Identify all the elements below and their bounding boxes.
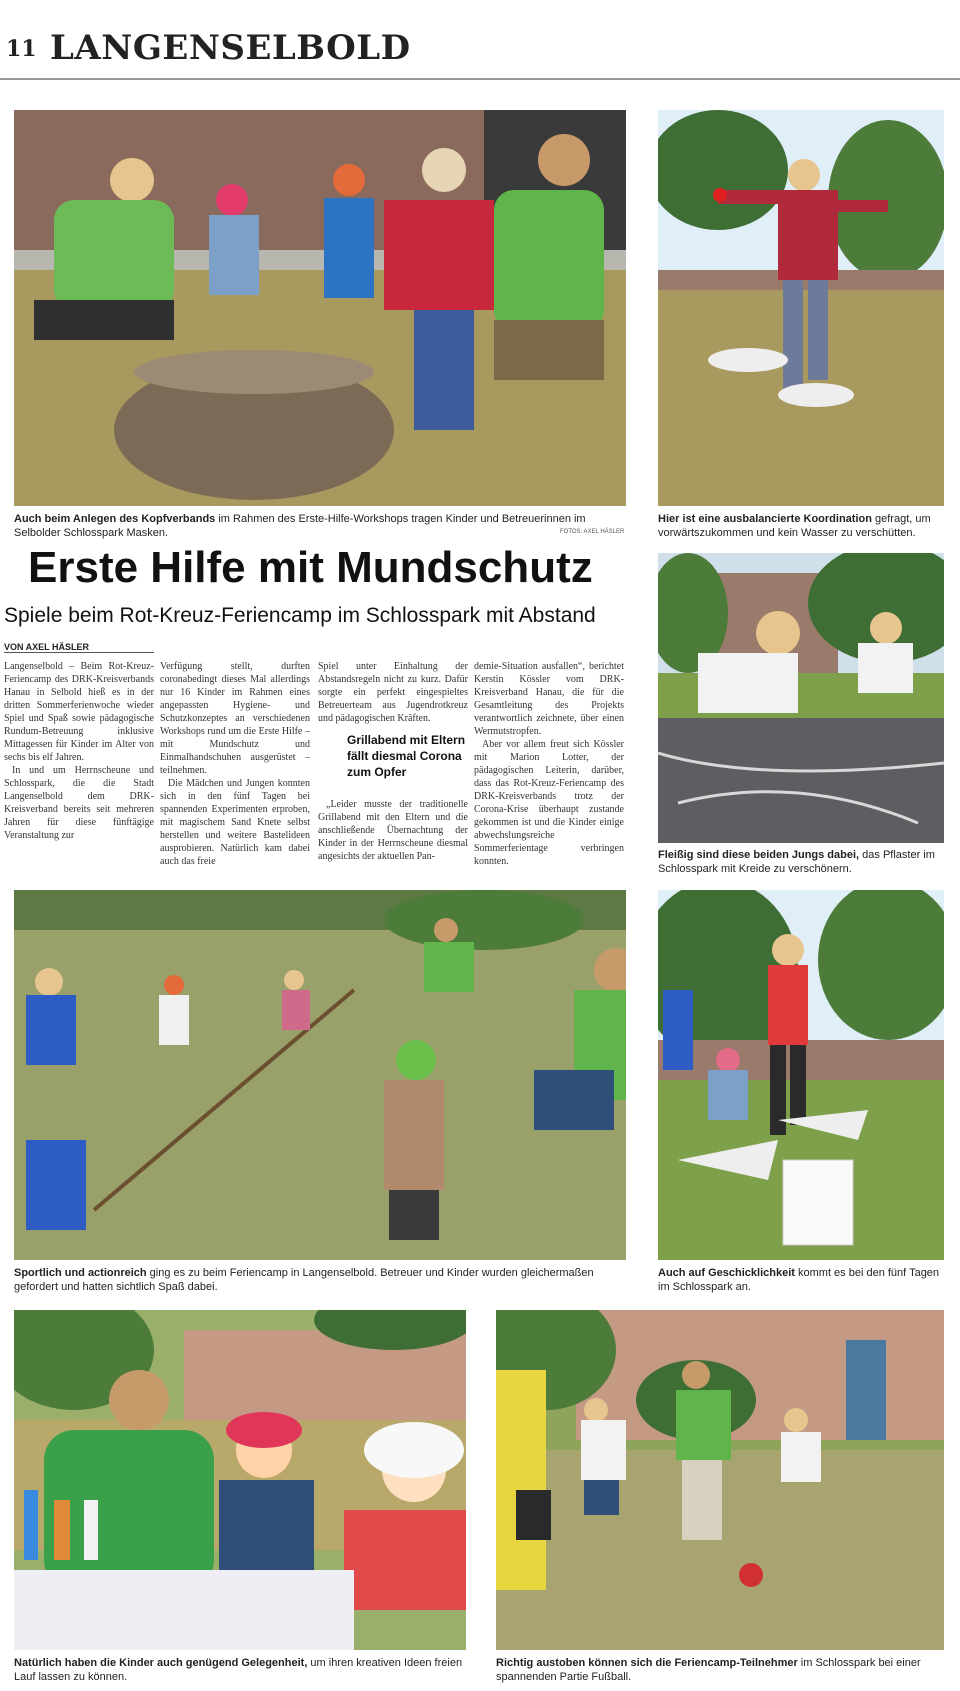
photo-caption: Hier ist eine ausbalancierte Koordination gefragt, um vorwärtszukommen und kein Wasser zu verschütten. <box>658 513 931 539</box>
article-headline: Erste Hilfe mit Mundschutz <box>28 543 593 592</box>
photo-balance-game <box>658 110 944 506</box>
article-column-1: Langenselbold – Beim Rot-Kreuz-Feriencamp des DRK-Kreisverbands Hanau in Selbold hieß es in der dritten Sommerferienwoche wieder Spiel und Spaß sowie pädagogische Rundum-Betreuung inklusive Mittagessen für Kinder im Alter von sechs bis elf Jahren. In und um Herrnscheune und Schlosspark, die die Stadt Langenselbold dem DRK-Kreisverband bereits seit mehreren Jahren für diese fünftägige Veranstaltung zur <box>4 661 154 841</box>
photo-caption: Natürlich haben die Kinder auch genügend Gelegenheit, um ihren kreativen Ideen freien Lauf lassen zu können. <box>14 1657 463 1683</box>
photo-caption: Fleißig sind diese beiden Jungs dabei, das Pflaster im Schlosspark mit Kreide zu verschönern. <box>658 849 935 875</box>
section-title: LANGENSELBOLD <box>50 28 411 68</box>
photo-credit: FOTOS: AXEL HÄSLER <box>560 529 625 535</box>
photo-first-aid-workshop <box>14 110 626 506</box>
article-column-3-continued: „Leider musste der traditionelle Grillabend mit den Eltern und die anschließende Übernachtung der Kinder in der Herrnscheune diesmal angesichts der aktuellen Pan- <box>318 799 468 862</box>
photo-skill-game <box>658 890 944 1260</box>
byline: VON AXEL HÄSLER <box>4 642 154 653</box>
article-column-4: demie-Situation ausfallen“, berichtet Kerstin Kössler vom DRK-Kreisverband Hanau, die für die Gesamtleitung des Projekts verantwortlich zeichnete, über einen Wermutstropfen. Aber vor allem freut sich Kössler mit Marion Lotter, der pädagogischen Leiterin, darüber, dass das Rot-Kreuz-Feriencamp des DRK-Kreisverbands trotz der Corona-Krise überhaupt zustande gekommen ist und die Kinder einige abwechslungsreiche Sommerferientage verbringen konnten. <box>474 661 624 867</box>
photo-outdoor-games <box>14 890 626 1260</box>
photo-caption: Auch auf Geschicklichkeit kommt es bei den fünf Tagen im Schlosspark an. <box>658 1267 940 1293</box>
page-header <box>0 22 960 80</box>
photo-caption: Sportlich und actionreich ging es zu beim Feriencamp in Langenselbold. Betreuer und Kinder wurden gleichermaßen gefordert und hatten sichtlich Spaß dabei. <box>14 1267 594 1293</box>
subhead-box: Grillabend mit Eltern fällt diesmal Corona zum Opfer <box>347 733 466 779</box>
photo-caption: Richtig austoben können sich die Feriencamp-Teilnehmer im Schlosspark bei einer spannenden Partie Fußball. <box>496 1657 921 1683</box>
photo-football-match <box>496 1310 944 1650</box>
photo-crafting-table <box>14 1310 466 1650</box>
photo-caption: Auch beim Anlegen des Kopfverbands im Rahmen des Erste-Hilfe-Workshops tragen Kinder und Betreuerinnen im Selbolder Schlosspark Masken. <box>14 513 586 539</box>
photo-chalk-drawing <box>658 553 944 843</box>
article-column-3: Spiel unter Einhaltung der Abstandsregeln nicht zu kurz. Dafür sorgte ein perfekt eingespieltes Betreuerteam aus Jugendrotkreuz und pädagogischen Kräften. <box>318 661 468 724</box>
article-subheadline: Spiele beim Rot-Kreuz-Feriencamp im Schlosspark mit Abstand <box>4 604 596 627</box>
page-number: 11 <box>6 36 37 62</box>
article-column-2: Verfügung stellt, durften coronabedingt dieses Mal allerdings nur 16 Kinder im Rahmen eines angepassten Hygiene- und Schutzkonzeptes an verschiedenen Workshops rund um die Erste Hilfe – mit Mundschutz und Einmalhandschuhen ausgerüstet – teilnehmen. Die Mädchen und Jungen konnten sich in den fünf Tagen bei spannenden Experimenten erproben, mit magischem Sand Knete selbst herstellen und weitere Bastelideen ausprobieren. Natürlich kam dabei auch das freie <box>160 661 310 867</box>
